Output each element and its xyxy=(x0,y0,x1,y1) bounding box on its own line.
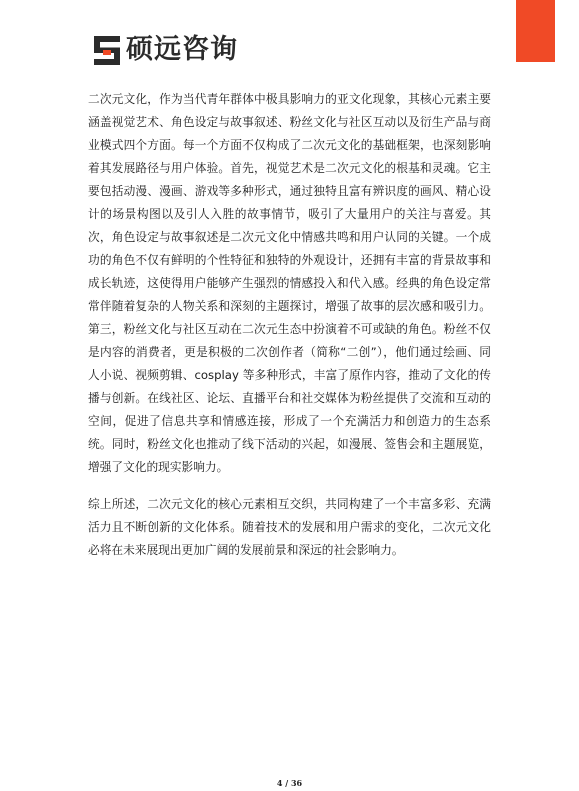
brand-logo-mark-icon xyxy=(94,36,120,65)
brand-name: 硕远咨询 xyxy=(126,34,238,65)
page-number: 4 / 36 xyxy=(276,778,303,788)
brand-logo xyxy=(94,33,238,67)
body-paragraph: 综上所述，二次元文化的核心元素相互交织，共同构建了一个丰富多彩、充满活力且不断创新的文化体系。随着技术的发展和用户需求的变化，二次元文化必将在未来展现出更加广阔的发展前景和深远的社会影响力。 xyxy=(88,497,491,557)
body-paragraph: 二次元文化，作为当代青年群体中极具影响力的亚文化现象，其核心元素主要涵盖视觉艺术、角色设定与故事叙述、粉丝文化与社区互动以及衍生产品与商业模式四个方面。每一个方面不仅构成了二次元文化的基础框架，也深刻影响着其发展路径与用户体验。首先，视觉艺术是二次元文化的根基和灵魂。它主要包括动漫、漫画、游戏等多种形式，通过独特且富有辨识度的画风、精心设计的场景构图以及引人入胜的故事情节，吸引了大量用户的关注与喜爱。其次，角色设定与故事叙述是二次元文化中情感共鸣和用户认同的关键。一个成功的角色不仅有鲜明的个性特征和独特的外观设计，还拥有丰富的背景故事和成长轨迹，这使得用户能够产生强烈的情感投入和代入感。经典的角色设定常常伴随着复杂的人物关系和深刻的主题探讨，增强了故事的层次感和吸引力。第三，粉丝文化与社区互动在二次元生态中扮演着不可或缺的角色。粉丝不仅是内容的消费者，更是积极的二次创作者（简称“二创”），他们通过绘画、同人小说、视频剪辑、cosplay 等多种形式，丰富了原作内容，推动了文化的传播与创新。在线社区、论坛、直播平台和社交媒体为粉丝提供了交流和互动的空间，促进了信息共享和情感连接，形成了一个充满活力和创造力的生态系统。同时，粉丝文化也推动了线下活动的兴起，如漫展、签售会和主题展览，增强了文化的现实影响力。 xyxy=(88,92,491,474)
document-body xyxy=(88,88,491,562)
corner-accent-tab xyxy=(516,0,555,62)
